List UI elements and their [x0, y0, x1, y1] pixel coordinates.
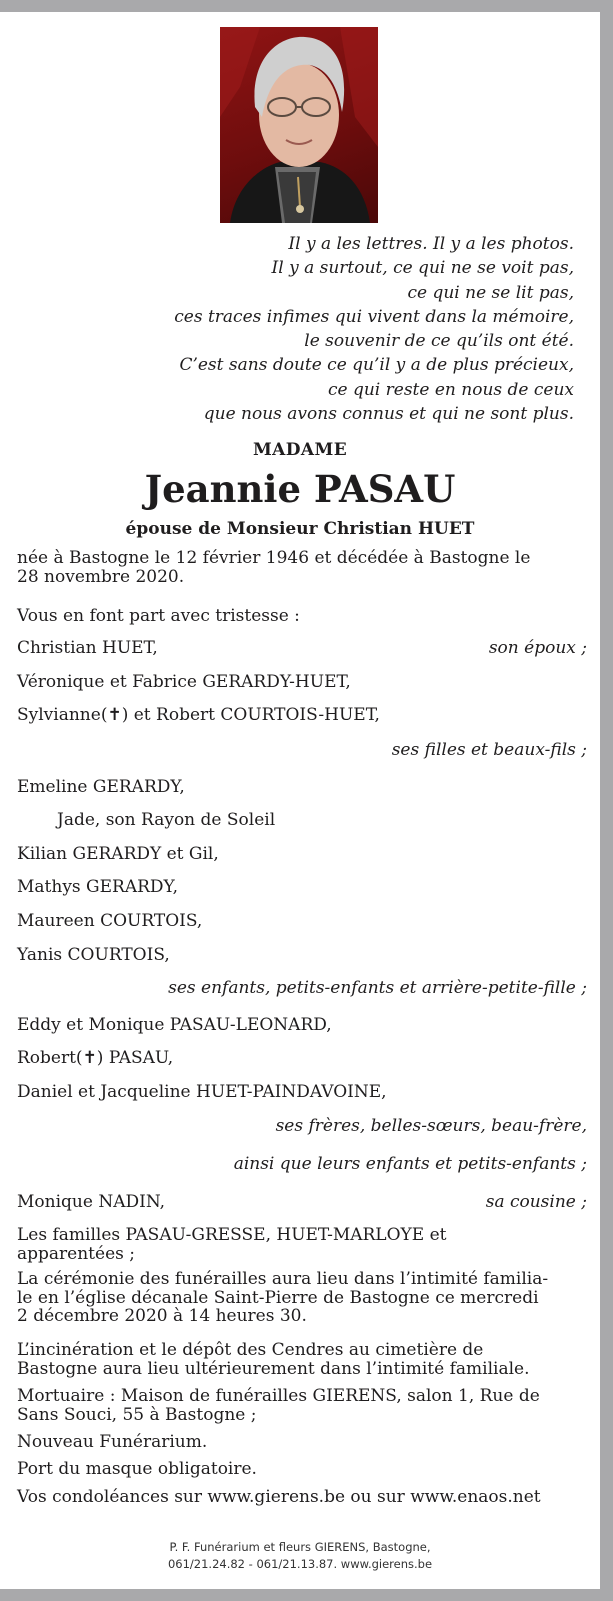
- funerarium-text: Nouveau Funérarium.: [17, 1432, 208, 1452]
- poem-line: Il y a les lettres. Il y a les photos.: [288, 234, 574, 254]
- family-line: [17, 876, 587, 898]
- footer: [0, 1539, 600, 1572]
- poem-line: que nous avons connus et qui ne sont plus.: [203, 404, 574, 425]
- family-name: Christian HUET,: [17, 638, 158, 658]
- spouse-line: épouse de Monsieur Christian HUET: [125, 519, 475, 539]
- family-name: Daniel et Jacqueline HUET-PAINDAVOINE,: [17, 1082, 387, 1102]
- title: MADAME: [252, 440, 348, 460]
- family-name: Sylvianne(✝) et Robert COURTOIS-HUET,: [17, 705, 380, 725]
- family-name: Robert(✝) PASAU,: [17, 1048, 174, 1068]
- masque-text: Port du masque obligatoire.: [17, 1459, 257, 1479]
- family-name: Monique NADIN,: [17, 1192, 166, 1212]
- family-line: [17, 944, 587, 966]
- family-line: [17, 1081, 587, 1103]
- family-name: Véronique et Fabrice GERARDY-HUET,: [17, 672, 351, 692]
- family-role: ainsi que leurs enfants et petits-enfants ;: [233, 1154, 587, 1174]
- family-name: Kilian GERARDY et Gil,: [17, 844, 219, 864]
- family-line: [17, 910, 587, 932]
- family-name: Yanis COURTOIS,: [17, 945, 170, 965]
- family-role: ses frères, belles-sœurs, beau-frère,: [275, 1116, 587, 1136]
- family-role: ses filles et beaux-fils ;: [391, 740, 587, 760]
- family-name: Jade, son Rayon de Soleil: [57, 810, 276, 830]
- deceased-name: Jeannie PASAU: [144, 467, 456, 511]
- family-line: [17, 1191, 587, 1213]
- family-line: [17, 776, 587, 798]
- ceremony-text: La cérémonie des funérailles aura lieu dans l’intimité familia- le en l’église décanale Saint-Pierre de Bastogne ce mercredi 2 décembre 2020 à 14 heures 30.: [17, 1269, 549, 1326]
- poem-line: Il y a surtout, ce qui ne se voit pas,: [271, 258, 574, 279]
- mortuaire-text: Mortuaire : Maison de funérailles GIERENS, salon 1, Rue de Sans Souci, 55 à Bastogne ;: [17, 1386, 540, 1425]
- footer-line: P. F. Funérarium et fleurs GIERENS, Bastogne,: [169, 1540, 431, 1554]
- family-name: Maureen COURTOIS,: [17, 911, 203, 931]
- family-line: [17, 671, 587, 693]
- family-line: [17, 704, 587, 726]
- poem-line: C’est sans doute ce qu’il y a de plus précieux,: [179, 355, 574, 376]
- poem-line: ce qui ne se lit pas,: [407, 282, 574, 303]
- families-text: Les familles PASAU-GRESSE, HUET-MARLOYE et apparentées ;: [17, 1225, 447, 1264]
- poem-line: ces traces infimes qui vivent dans la mémoire,: [174, 306, 574, 327]
- family-line: [17, 1014, 587, 1036]
- family-line: [57, 809, 587, 831]
- family-line: [17, 637, 587, 659]
- incineration-text: L’incinération et le dépôt des Cendres au cimetière de Bastogne aura lieu ultérieurement dans l’intimité familiale.: [17, 1340, 530, 1379]
- family-name: Eddy et Monique PASAU-LEONARD,: [17, 1015, 332, 1035]
- poem: [94, 232, 574, 426]
- intro-text: Vous en font part avec tristesse :: [17, 606, 300, 626]
- family-line: [17, 1047, 587, 1069]
- condoleances-text: Vos condoléances sur www.gierens.be ou sur www.enaos.net: [17, 1487, 541, 1507]
- portrait-photo: [220, 27, 378, 223]
- family-role: sa cousine ;: [485, 1192, 587, 1212]
- birth-death-text: née à Bastogne le 12 février 1946 et décédée à Bastogne le 28 novembre 2020.: [17, 548, 531, 587]
- portrait-image: [220, 27, 378, 223]
- family-line: [17, 843, 587, 865]
- footer-line: 061/21.24.82 - 061/21.13.87. www.gierens.be: [167, 1556, 433, 1571]
- family-role: ses enfants, petits-enfants et arrière-petite-fille ;: [168, 978, 587, 998]
- poem-line: le souvenir de ce qu’ils ont été.: [304, 331, 574, 352]
- family-name: Emeline GERARDY,: [17, 777, 185, 797]
- family-role: son époux ;: [488, 638, 587, 658]
- poem-line: ce qui reste en nous de ceux: [327, 379, 574, 400]
- family-name: Mathys GERARDY,: [17, 877, 178, 897]
- obituary-notice: [0, 12, 600, 1589]
